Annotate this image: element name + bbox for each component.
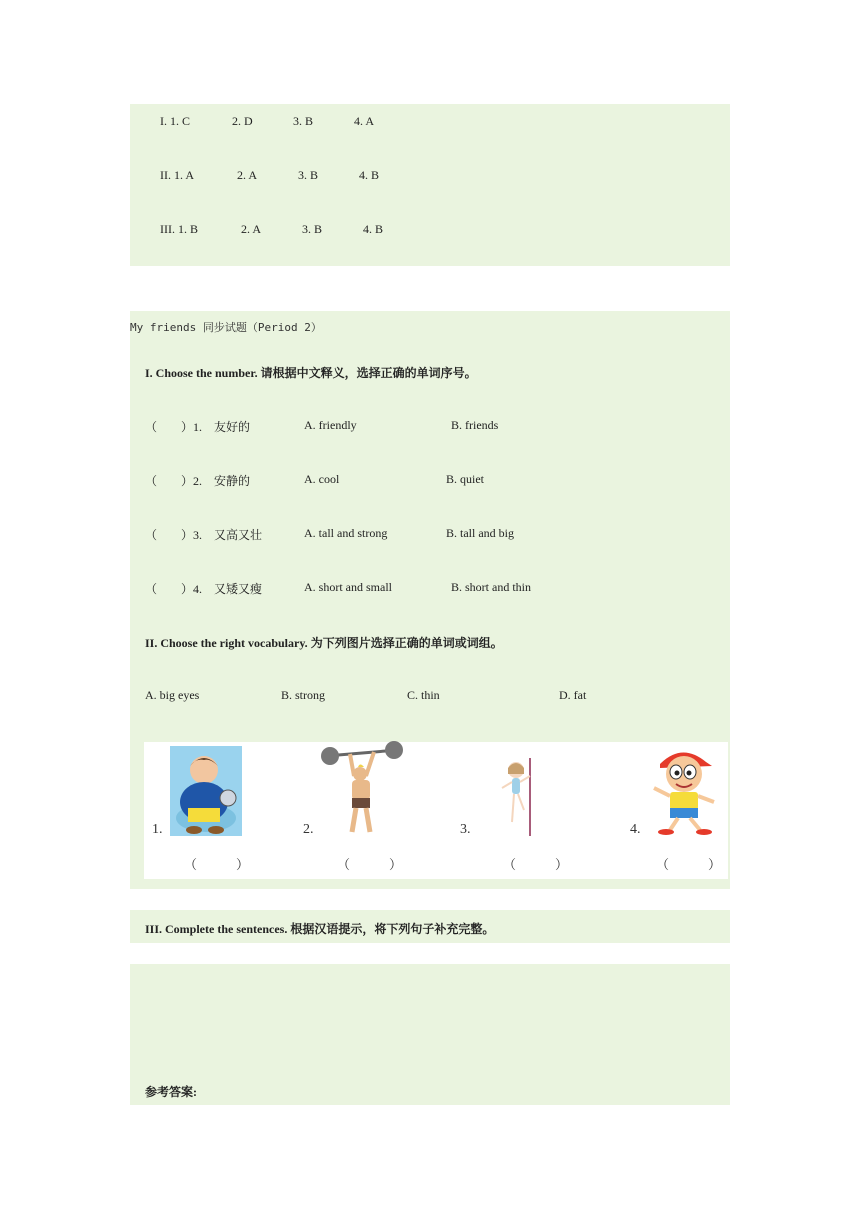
answer-blank: （ ）3. bbox=[145, 528, 203, 542]
document-title: My friends 同步试题（Period 2） bbox=[130, 321, 322, 334]
answer-blank: （ ） bbox=[184, 857, 250, 872]
part1-heading-en: I. Choose the number. bbox=[145, 366, 258, 380]
answer-blank: （ ）4. bbox=[145, 582, 203, 596]
thin-girl-icon bbox=[494, 756, 544, 838]
answer-2: 2. D bbox=[232, 114, 253, 128]
answer-3: 3. B bbox=[293, 114, 314, 128]
picture-number: 2. bbox=[303, 822, 314, 837]
answer-2: 2. A bbox=[237, 168, 258, 182]
part2-heading bbox=[145, 634, 503, 651]
item-chinese: 安静的 bbox=[214, 474, 251, 488]
picture-number: 4. bbox=[630, 822, 641, 837]
answer-3: 3. B bbox=[302, 222, 323, 236]
option-a: A. tall and strong bbox=[304, 526, 388, 540]
option-d: D. fat bbox=[559, 688, 587, 702]
big-eyes-boy-icon bbox=[646, 744, 722, 838]
item-chinese: 又矮又瘦 bbox=[214, 582, 263, 596]
option-b: B. quiet bbox=[446, 472, 484, 486]
item-chinese: 友好的 bbox=[214, 420, 251, 434]
answer-2: 2. A bbox=[241, 222, 262, 236]
part1-heading-cn: 请根据中文释义，选择正确的单词序号。 bbox=[260, 366, 477, 380]
answer-4: 4. B bbox=[363, 222, 384, 236]
answer-3: 3. B bbox=[298, 168, 319, 182]
answer-blank: （ ） bbox=[656, 857, 722, 872]
item-chinese: 又高又壮 bbox=[214, 528, 263, 542]
answer-4: 4. B bbox=[359, 168, 380, 182]
answer-4: 4. A bbox=[354, 114, 375, 128]
answer-section: III. 1. B bbox=[160, 222, 198, 236]
option-a: A. big eyes bbox=[145, 688, 200, 702]
part2-heading-en: II. Choose the right vocabulary. bbox=[145, 636, 308, 650]
picture-number: 1. bbox=[152, 822, 163, 837]
picture-number: 3. bbox=[460, 822, 471, 837]
part2-heading-cn: 为下列图片选择正确的单词或词组。 bbox=[310, 636, 503, 650]
option-b: B. strong bbox=[281, 688, 326, 702]
option-b: B. friends bbox=[451, 418, 499, 432]
option-c: C. thin bbox=[407, 688, 440, 702]
weightlifter-icon bbox=[320, 740, 404, 838]
option-a: A. friendly bbox=[304, 418, 357, 432]
answer-key-box bbox=[130, 964, 730, 1105]
part1-heading bbox=[145, 364, 477, 381]
option-b: B. tall and big bbox=[446, 526, 514, 540]
answer-blank: （ ）2. bbox=[145, 474, 203, 488]
part3-heading-cn: 根据汉语提示，将下列句子补充完整。 bbox=[290, 922, 495, 936]
option-a: A. short and small bbox=[304, 580, 392, 594]
fat-child-icon bbox=[170, 746, 242, 836]
part3-heading bbox=[145, 920, 494, 937]
part3-heading-en: III. Complete the sentences. bbox=[145, 922, 288, 936]
answer-blank: （ ） bbox=[503, 857, 569, 872]
option-a: A. cool bbox=[304, 472, 340, 486]
answer-key-label: 参考答案: bbox=[145, 1085, 197, 1099]
answer-section: I. 1. C bbox=[160, 114, 190, 128]
picture-strip bbox=[144, 742, 728, 879]
answers-box-top bbox=[130, 104, 730, 266]
answer-blank: （ ） bbox=[337, 857, 403, 872]
option-b: B. short and thin bbox=[451, 580, 531, 594]
answer-section: II. 1. A bbox=[160, 168, 194, 182]
answer-blank: （ ）1. bbox=[145, 420, 203, 434]
part3-box bbox=[130, 910, 730, 943]
